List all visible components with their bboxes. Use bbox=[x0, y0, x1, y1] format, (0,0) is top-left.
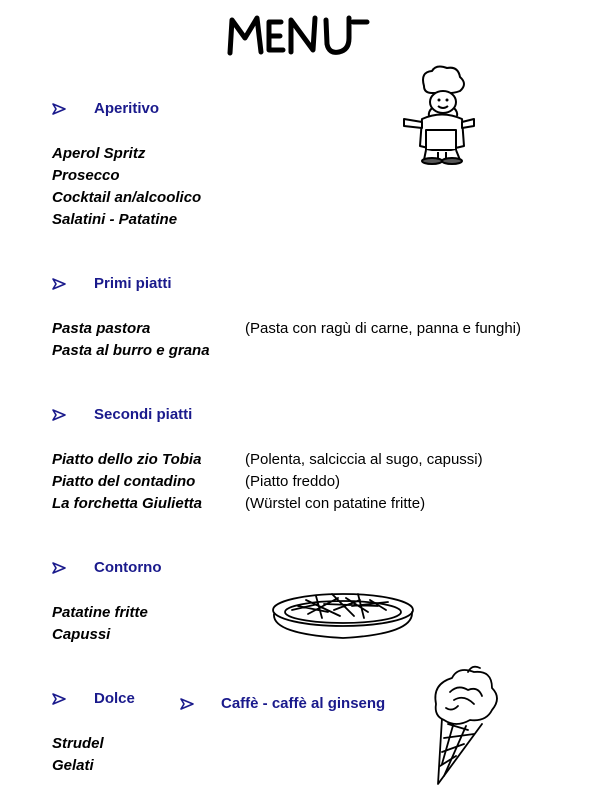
menu-item: Piatto del contadino bbox=[52, 473, 196, 490]
arrow-bullet-icon bbox=[52, 409, 66, 421]
section-heading-primi: Primi piatti bbox=[94, 275, 172, 292]
section-heading-dolce: Dolce bbox=[94, 690, 135, 707]
section-heading-contorno: Contorno bbox=[94, 559, 162, 576]
menu-item: Pasta al burro e grana bbox=[52, 342, 210, 359]
arrow-bullet-icon bbox=[52, 103, 66, 115]
menu-item: Capussi bbox=[52, 626, 111, 643]
menu-item: Aperol Spritz bbox=[52, 145, 146, 162]
menu-item: Cocktail an/alcoolico bbox=[52, 189, 202, 206]
section-heading-aperitivo: Aperitivo bbox=[94, 100, 160, 117]
menu-item-description: (Würstel con patatine fritte) bbox=[245, 495, 426, 512]
menu-item: Piatto dello zio Tobia bbox=[52, 451, 202, 468]
menu-item-description: (Polenta, salciccia al sugo, capussi) bbox=[245, 451, 483, 468]
menu-item-description: (Pasta con ragù di carne, panna e funghi) bbox=[245, 320, 522, 337]
menu-item: Pasta pastora bbox=[52, 320, 151, 337]
ice-cream-cone-icon bbox=[428, 664, 508, 788]
section-contorno bbox=[52, 559, 161, 576]
section-heading-secondi: Secondi piatti bbox=[94, 406, 193, 423]
section-dolce bbox=[52, 690, 135, 707]
arrow-bullet-icon bbox=[52, 278, 66, 290]
section-secondi bbox=[52, 406, 192, 423]
menu-item: Strudel bbox=[52, 735, 104, 752]
section-primi bbox=[52, 275, 172, 292]
menu-item: La forchetta Giulietta bbox=[52, 495, 203, 512]
chef-icon bbox=[392, 64, 478, 166]
menu-item: Prosecco bbox=[52, 167, 120, 184]
section-caffe bbox=[180, 695, 385, 712]
section-aperitivo bbox=[52, 100, 159, 117]
menu-item: Salatini - Patatine bbox=[52, 211, 178, 228]
menu-item-description: (Piatto freddo) bbox=[245, 473, 341, 490]
arrow-bullet-icon bbox=[180, 698, 194, 710]
menu-item: Patatine fritte bbox=[52, 604, 148, 621]
arrow-bullet-icon bbox=[52, 562, 66, 574]
fries-plate-icon bbox=[268, 576, 418, 644]
arrow-bullet-icon bbox=[52, 693, 66, 705]
section-heading-caffe: Caffè - caffè al ginseng bbox=[221, 695, 386, 712]
menu-title bbox=[225, 8, 375, 68]
menu-item: Gelati bbox=[52, 757, 94, 774]
